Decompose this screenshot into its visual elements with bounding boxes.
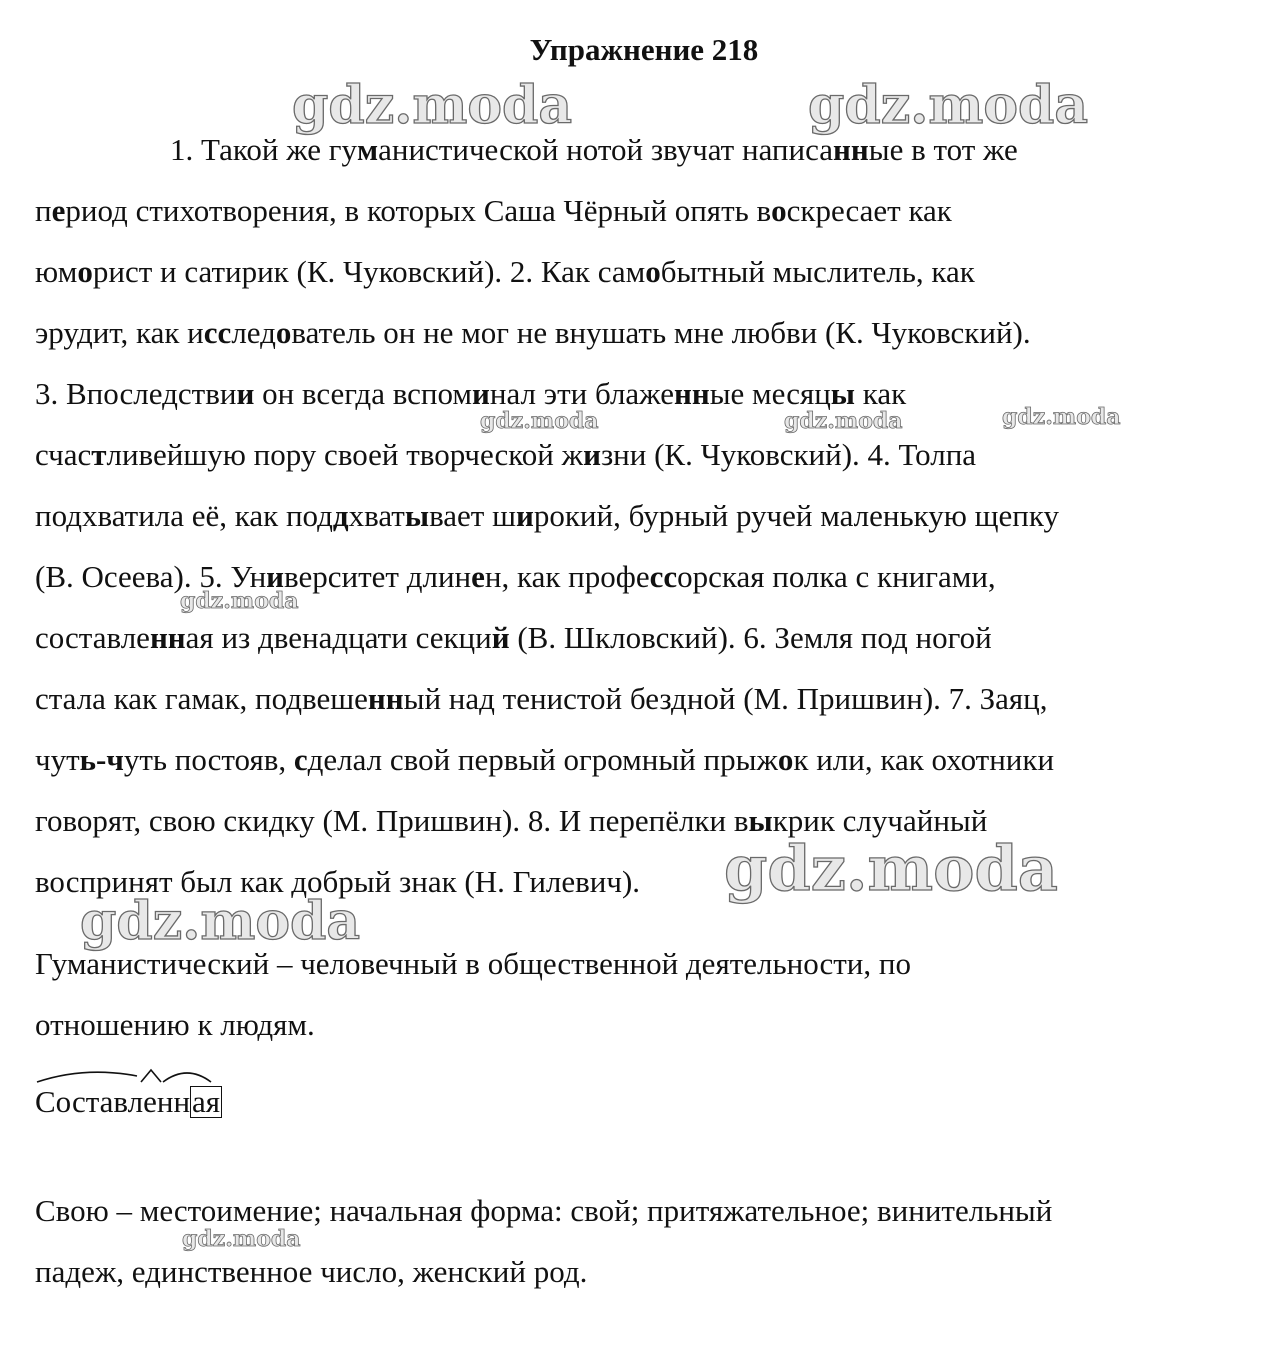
watermark: gdz.moda <box>480 408 599 434</box>
morpheme-marks <box>35 1062 243 1086</box>
text-segment: риод стихотворения, в которых Саша Чёрный опять в <box>65 193 772 228</box>
highlighted-letter: о <box>275 315 292 350</box>
highlighted-letter: т <box>91 437 107 472</box>
text-segment: верситет длин <box>284 559 472 594</box>
text-segment: рокий, бурный ручей маленькую щепку <box>533 498 1059 533</box>
exercise-text <box>35 119 1255 912</box>
highlighted-letter: нн <box>149 620 186 655</box>
watermark: gdz.moda <box>784 408 903 434</box>
root-arc <box>37 1072 137 1082</box>
highlighted-letter: сс <box>203 315 232 350</box>
text-segment: юм <box>35 254 78 289</box>
suffix-caret <box>141 1070 161 1082</box>
definition-line: отношению к людям. <box>35 1007 315 1042</box>
text-segment: (В. Осеева). 5. Ун <box>35 559 267 594</box>
highlighted-letter: о <box>777 742 794 777</box>
text-segment: п <box>35 193 52 228</box>
text-segment: вает ш <box>429 498 516 533</box>
morpheme-analysis <box>35 1082 222 1122</box>
highlighted-letter: ь-ч <box>79 742 124 777</box>
text-segment: ые в тот же <box>868 132 1018 167</box>
text-segment: бытный мыслитель, как <box>660 254 975 289</box>
analysis-line: Свою – местоимение; начальная форма: свой; притяжательное; винительный <box>35 1193 1053 1228</box>
text-segment: нал эти блаже <box>489 376 674 411</box>
text-segment: ливейшую пору своей творческой ж <box>106 437 584 472</box>
text-line <box>35 424 1255 485</box>
highlighted-letter: нн <box>367 681 404 716</box>
text-segment: (В. Шкловский). 6. Земля под ногой <box>509 620 992 655</box>
text-segment: н, как профе <box>484 559 650 594</box>
definition-line: Гуманистический – человечный в общественной деятельности, по <box>35 946 911 981</box>
text-segment: стала как гамак, подвеше <box>35 681 368 716</box>
watermark: gdz.moda <box>808 75 1089 136</box>
highlighted-letter: ы <box>404 498 430 533</box>
text-segment: 3. Впоследстви <box>35 376 237 411</box>
highlighted-letter: и <box>236 376 255 411</box>
analysis-line: падеж, единственное число, женский род. <box>35 1254 588 1289</box>
morpheme-word <box>35 1082 222 1122</box>
highlighted-letter: ы <box>748 803 773 838</box>
watermark: gdz.moda <box>182 1226 301 1252</box>
page-title: Упражнение 218 <box>529 32 759 67</box>
text-segment: к или, как охотники <box>793 742 1055 777</box>
text-segment: чут <box>35 742 80 777</box>
text-segment: ватель он не мог не внушать мне любви (К. Чуковский). <box>291 315 1031 350</box>
highlighted-letter: сс <box>649 559 678 594</box>
text-line <box>35 180 1255 241</box>
highlighted-letter: о <box>77 254 93 289</box>
text-segment: орская полка с книгами, <box>677 559 996 594</box>
highlighted-letter: с <box>293 742 308 777</box>
highlighted-letter: нн <box>673 376 710 411</box>
word-ending: ая <box>192 1084 221 1119</box>
highlighted-letter: е <box>471 559 485 594</box>
text-line <box>35 607 1255 668</box>
text-segment: как <box>855 376 907 411</box>
highlighted-letter: о <box>771 193 787 228</box>
highlighted-letter: й <box>491 620 510 655</box>
text-segment: он всегда вспом <box>254 376 473 411</box>
highlighted-letter: и <box>472 376 490 411</box>
text-segment: лед <box>231 315 276 350</box>
highlighted-letter: и <box>583 437 601 472</box>
text-segment: счас <box>35 437 92 472</box>
text-segment: воспринят был как добрый знак (Н. Гилевич). <box>35 864 641 899</box>
text-segment: скресает как <box>786 193 952 228</box>
highlighted-letter: нн <box>833 132 869 167</box>
text-segment: говорят, свою скидку (М. Пришвин). 8. И перепёлки в <box>35 803 749 838</box>
highlighted-letter: и <box>515 498 534 533</box>
text-segment: крик случайный <box>772 803 988 838</box>
highlighted-letter: о <box>645 254 661 289</box>
text-segment: анистической нотой звучат написа <box>378 132 833 167</box>
word-stem: Составленн <box>35 1084 191 1119</box>
text-segment: подхватила её, как под <box>35 498 333 533</box>
highlighted-letter: м <box>356 132 379 167</box>
highlighted-letter: д <box>332 498 349 533</box>
text-segment: хват <box>348 498 405 533</box>
highlighted-letter: е <box>51 193 66 228</box>
text-line <box>35 241 1255 302</box>
text-segment: составле <box>35 620 150 655</box>
text-segment: ый над тенистой бездной (М. Пришвин). 7. Заяц, <box>403 681 1048 716</box>
text-line <box>35 790 1255 851</box>
watermark: gdz.moda <box>180 588 299 614</box>
watermark: gdz.moda <box>292 75 573 136</box>
text-segment: 1. Такой же гу <box>170 132 357 167</box>
text-segment: рист и сатирик (К. Чуковский). 2. Как сам <box>92 254 646 289</box>
text-segment: ая из двенадцати секци <box>185 620 492 655</box>
text-line <box>35 485 1255 546</box>
text-segment: ые месяц <box>709 376 831 411</box>
watermark: gdz.moda <box>724 832 1058 905</box>
text-segment: зни (К. Чуковский). 4. Толпа <box>600 437 977 472</box>
highlighted-letter: и <box>266 559 285 594</box>
suffix-arc <box>163 1073 211 1082</box>
text-line <box>35 302 1255 363</box>
text-segment: уть постояв, <box>123 742 294 777</box>
watermark: gdz.moda <box>80 891 361 952</box>
highlighted-letter: ы <box>830 376 856 411</box>
text-line <box>35 729 1255 790</box>
text-segment: делал свой первый огромный прыж <box>307 742 778 777</box>
watermark: gdz.moda <box>1002 404 1121 430</box>
text-line <box>35 668 1255 729</box>
text-segment: эрудит, как и <box>35 315 204 350</box>
